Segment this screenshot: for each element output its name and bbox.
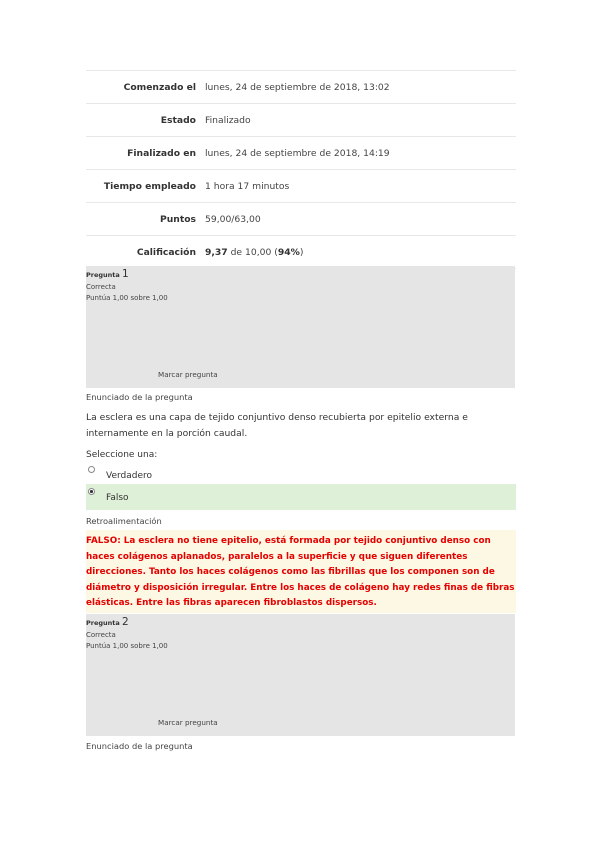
summary-label: Tiempo empleado [103, 180, 196, 192]
summary-value: lunes, 24 de septiembre de 2018, 13:02 [205, 81, 390, 93]
question-grade: Puntúa 1,00 sobre 1,00 [86, 642, 168, 650]
flag-question-link[interactable]: Marcar pregunta [158, 370, 218, 379]
summary-value [204, 247, 303, 258]
answer-option-label: Verdadero [106, 471, 153, 481]
question-prefix: Pregunta [86, 619, 120, 627]
radio-button[interactable] [88, 466, 95, 473]
grade-percent: 94% [277, 246, 300, 258]
summary-row-time-taken [86, 170, 516, 203]
summary-row-finished [86, 137, 516, 170]
summary-value: lunes, 24 de septiembre de 2018, 14:19 [205, 147, 390, 159]
grade-value: 9,37 [205, 246, 228, 258]
question-info-box [86, 266, 515, 388]
question-prefix: Pregunta [86, 271, 120, 279]
summary-value: 1 hora 17 minutos [205, 180, 290, 192]
answer-prompt: Seleccione una: [86, 450, 158, 460]
summary-label: Calificación [136, 246, 196, 258]
flag-question-link[interactable]: Marcar pregunta [158, 718, 218, 727]
summary-label: Comenzado el [123, 81, 196, 93]
feedback-text: FALSO: La esclera no tiene epitelio, está formada por tejido conjuntivo denso con haces colágenos aplanados, paralelos a la superficie y que siguen diferentes direcciones. Tanto los haces colágenos como las fibrillas que los componen son de diámetro y disposición irregular. Entre los haces de colágeno hay redes finas de fibras elásticas. Entre las fibras aparecen fibroblastos dispersos. [86, 536, 515, 608]
summary-label: Finalizado en [127, 147, 196, 159]
question-statement-label: Enunciado de la pregunta [86, 392, 193, 402]
summary-value: 59,00/63,00 [205, 213, 261, 225]
question-state: Correcta [86, 631, 116, 639]
feedback-label: Retroalimentación [86, 516, 162, 526]
grade-close: ) [299, 246, 304, 258]
answer-option-label: Falso [106, 493, 129, 503]
question-number [86, 268, 129, 280]
question-number-value: 1 [122, 268, 129, 280]
attempt-summary-table [86, 70, 516, 269]
question-number [86, 616, 129, 628]
question-number-value: 2 [122, 616, 129, 628]
summary-row-grade [86, 236, 516, 269]
summary-label: Puntos [160, 213, 196, 225]
question-state: Correcta [86, 283, 116, 291]
summary-label: Estado [160, 114, 196, 126]
summary-row-marks [86, 203, 516, 236]
feedback-box [86, 530, 516, 613]
question-grade: Puntúa 1,00 sobre 1,00 [86, 294, 168, 302]
question-text: La esclera es una capa de tejido conjuntivo denso recubierta por epitelio externa e internamente en la porción caudal. [86, 412, 468, 439]
answer-option-falso[interactable] [86, 484, 516, 510]
summary-row-started [86, 71, 516, 104]
summary-value: Finalizado [205, 114, 251, 126]
grade-out-of: de 10,00 ( [227, 246, 278, 258]
radio-button-checked[interactable] [88, 488, 95, 495]
question-info-box [86, 614, 515, 736]
summary-row-state [86, 104, 516, 137]
question-statement-label: Enunciado de la pregunta [86, 741, 193, 751]
